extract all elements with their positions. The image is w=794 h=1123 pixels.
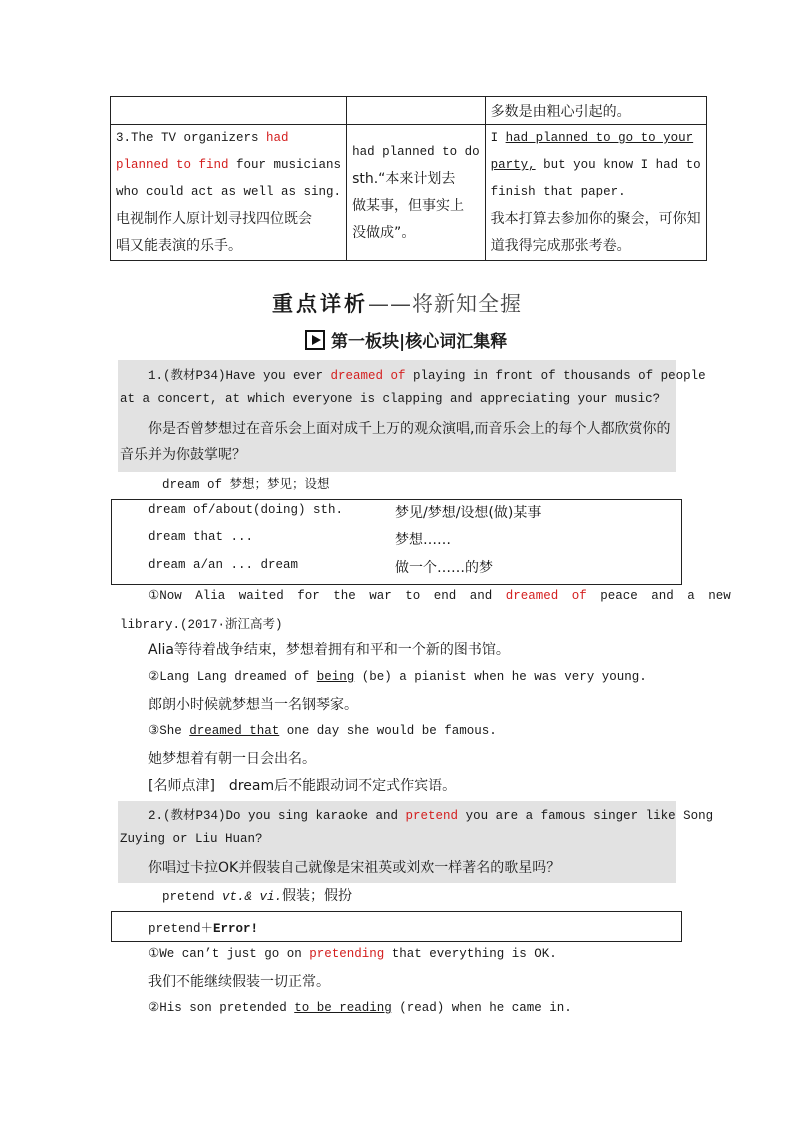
item2-definition: pretend vt.& vi.假装；假扮 xyxy=(162,888,353,904)
example-line: ②His son pretended to be reading (read) when he came in. xyxy=(148,1001,572,1015)
teacher-tip: [名师点津] dream后不能跟动词不定式作宾语。 xyxy=(148,778,457,794)
item2-line: Zuying or Liu Huan? xyxy=(120,832,263,846)
cell-line: 唱又能表演的乐手。 xyxy=(116,238,242,254)
usage-cn: 做一个……的梦 xyxy=(395,560,493,576)
item1-line: 音乐并为你鼓掌呢？ xyxy=(120,447,246,463)
usage-en: pretend＋Error! xyxy=(148,922,259,936)
cell-line: 道我得完成那张考卷。 xyxy=(490,238,631,254)
section-heading-rest: ——将新知全握 xyxy=(368,292,522,316)
item1-line: 你是否曾梦想过在音乐会上面对成千上万的观众演唱,而音乐会上的每个人都欣赏你的 xyxy=(148,421,671,437)
block-heading-text: 第一板块|核心词汇集释 xyxy=(331,332,508,352)
usage-en: dream a/an ... dream xyxy=(148,558,299,572)
cell-line: sth.“本来计划去 xyxy=(352,171,456,187)
usage-en: dream of/about(doing) sth. xyxy=(148,503,344,517)
cell-line: 电视制作人原计划寻找四位既会 xyxy=(116,211,312,227)
table-cell xyxy=(485,125,706,261)
cell-line: finish that paper. xyxy=(490,185,626,199)
cell-line: who could act as well as sing. xyxy=(116,185,342,199)
cell-line: party, but you know I had to xyxy=(490,158,701,172)
example-line: ①Now Alia waited for the war to end and dreamed of peace and a new xyxy=(148,589,731,603)
table-cell xyxy=(347,125,486,261)
play-icon xyxy=(305,330,325,350)
usage-cn: 梦想…… xyxy=(395,532,451,548)
example-line: library.(2017·浙江高考) xyxy=(120,618,283,632)
cell-line: planned to find four musicians xyxy=(116,158,342,172)
usage-cn: 梦见/梦想/设想(做)某事 xyxy=(395,505,542,521)
example-line: ②Lang Lang dreamed of being (be) a pianist when he was very young. xyxy=(148,670,647,684)
section-heading-bold: 重点详析 xyxy=(272,292,368,316)
section-heading xyxy=(0,288,794,318)
item1-definition: dream of 梦想；梦见；设想 xyxy=(162,478,330,492)
example-translation: 郎朗小时候就梦想当一名钢琴家。 xyxy=(148,697,358,713)
block-heading xyxy=(305,327,507,352)
cell-line: 3.The TV organizers had xyxy=(116,131,289,145)
item1-line: at a concert, at which everyone is clapping and appreciating your music? xyxy=(120,392,661,406)
table-cell xyxy=(111,125,347,261)
cell-line: I had planned to go to your xyxy=(490,131,694,145)
item2-line: 2.(教材P34)Do you sing karaoke and pretend you are a famous singer like Song xyxy=(148,809,714,823)
cell-line: 没做成”。 xyxy=(352,225,416,241)
item1-line: 1.(教材P34)Have you ever dreamed of playing in front of thousands of people xyxy=(148,369,706,383)
table-cell xyxy=(485,97,706,125)
item2-line: 你唱过卡拉OK并假装自己就像是宋祖英或刘欢一样著名的歌星吗？ xyxy=(148,860,561,876)
cell-line: had planned to do xyxy=(352,145,480,159)
example-translation: Alia等待着战争结束，梦想着拥有和平和一个新的图书馆。 xyxy=(148,642,510,658)
usage-en: dream that ... xyxy=(148,530,254,544)
example-translation: 我们不能继续假装一切正常。 xyxy=(148,974,330,990)
cell-line: 做某事，但事实上 xyxy=(352,198,465,214)
cell-text: 多数是由粗心引起的。 xyxy=(490,103,631,120)
collocation-table xyxy=(110,96,707,261)
example-line: ③She dreamed that one day she would be famous. xyxy=(148,724,497,738)
cell-line: 我本打算去参加你的聚会，可你知 xyxy=(490,211,701,227)
table-cell xyxy=(347,97,486,125)
example-translation: 她梦想着有朝一日会出名。 xyxy=(148,751,316,767)
table-cell xyxy=(111,97,347,125)
example-line: ①We can’t just go on pretending that everything is OK. xyxy=(148,947,557,961)
